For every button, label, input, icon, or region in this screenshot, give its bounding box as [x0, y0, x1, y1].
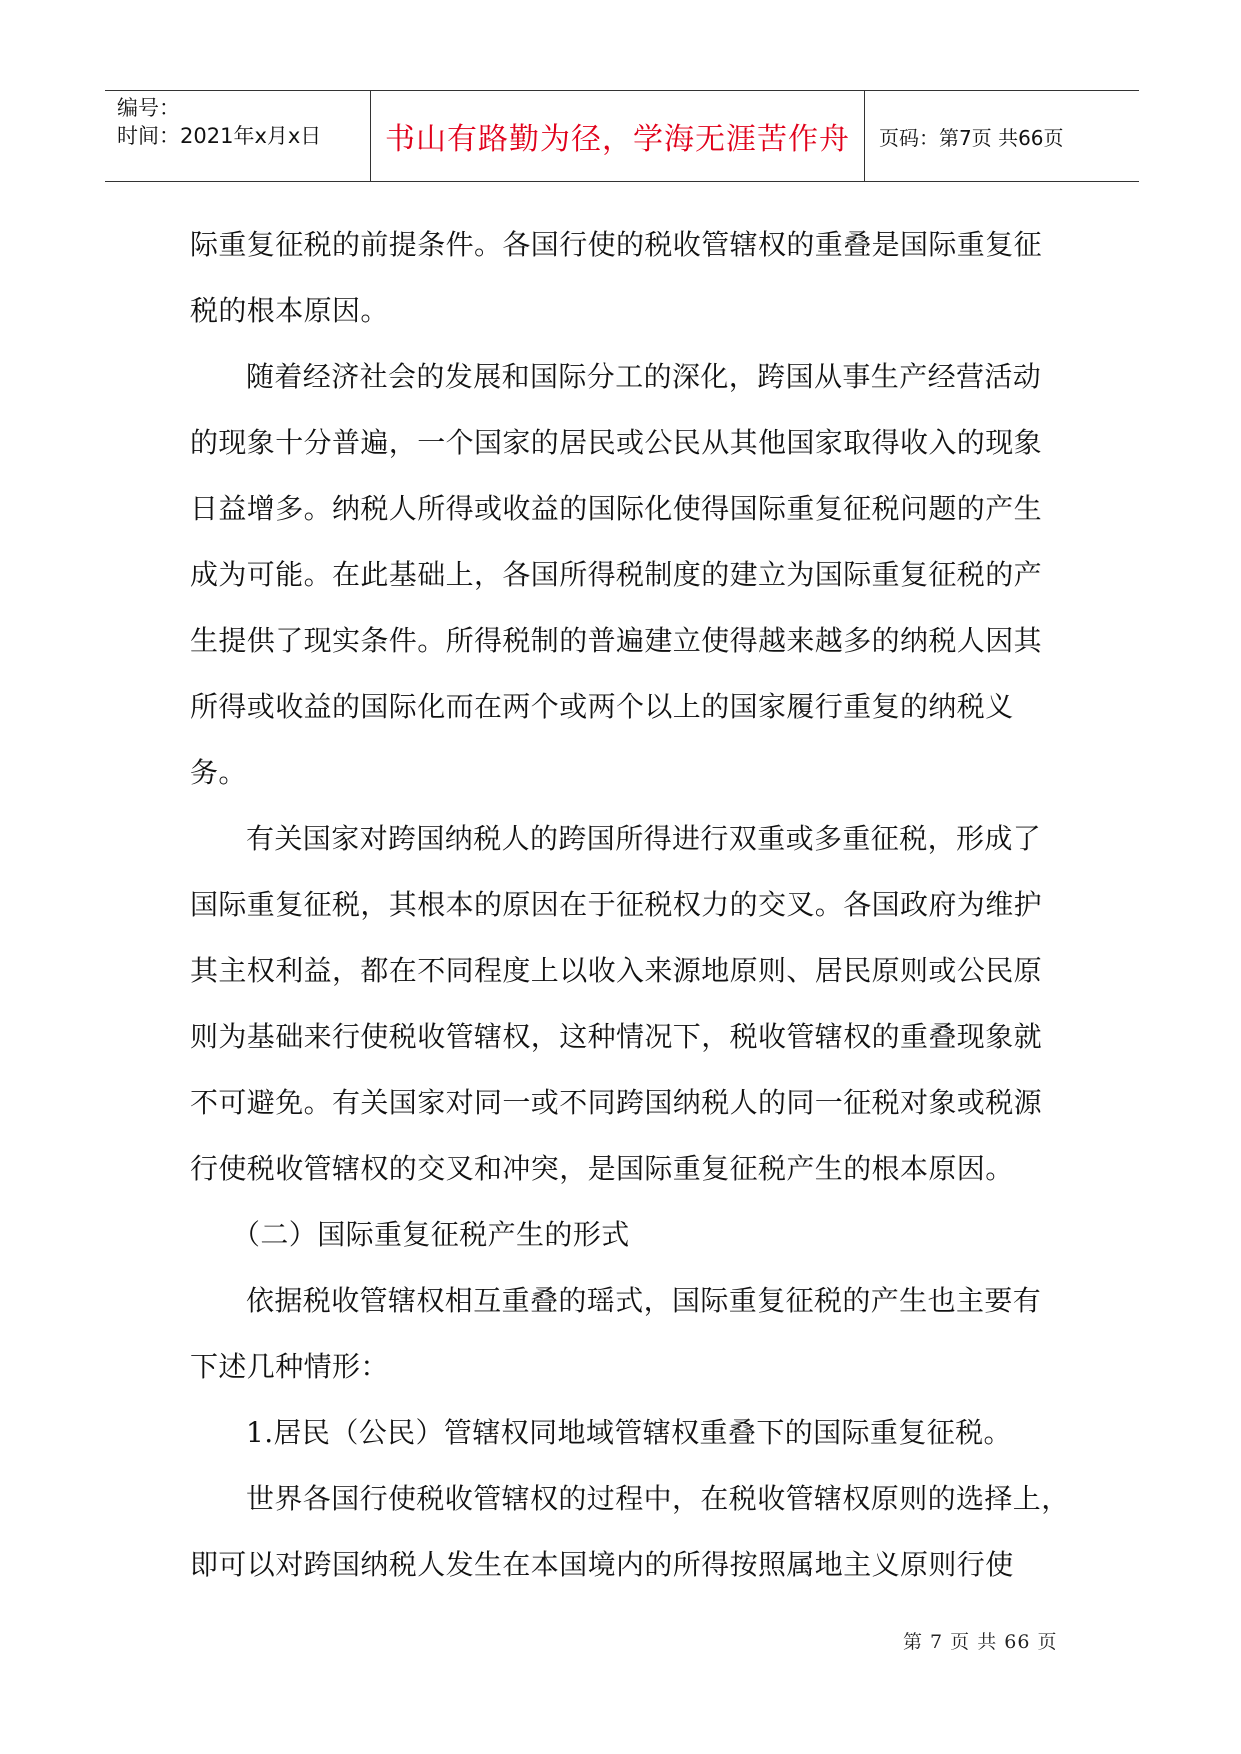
- paragraph: [190, 1466, 1070, 1598]
- text-line: 所得或收益的国际化而在两个或两个以上的国家履行重复的纳税义: [190, 690, 1014, 723]
- text-line: 生提供了现实条件。所得税制的普遍建立使得越来越多的纳税人因其: [190, 624, 1043, 657]
- text-line: 则为基础来行使税收管辖权，这种情况下，税收管辖权的重叠现象就: [190, 1020, 1043, 1053]
- text-line: 的现象十分普遍，一个国家的居民或公民从其他国家取得收入的现象: [190, 426, 1043, 459]
- text-line: 依据税收管辖权相互重叠的瑶式，国际重复征税的产生也主要有: [246, 1284, 1042, 1317]
- header-page-info: 页码：第7页 共66页: [879, 125, 1064, 150]
- text-line: 即可以对跨国纳税人发生在本国境内的所得按照属地主义原则行使: [190, 1548, 1014, 1581]
- paragraph: [190, 1400, 1062, 1466]
- document-header: [105, 90, 1139, 182]
- text-line: 务。: [190, 756, 247, 789]
- text-line: 其主权利益，都在不同程度上以收入来源地原则、居民原则或公民原: [190, 954, 1043, 987]
- header-meta-cell: [105, 91, 370, 181]
- text-line: （二）国际重复征税产生的形式: [232, 1218, 630, 1251]
- text-line: 随着经济社会的发展和国际分工的深化，跨国从事生产经营活动: [246, 360, 1042, 393]
- document-time-label: 时间：2021年x月x日: [117, 124, 322, 148]
- text-line: 下述几种情形：: [190, 1350, 389, 1383]
- paragraph: [190, 212, 1062, 344]
- section-heading: [190, 1202, 1062, 1268]
- document-body: [190, 212, 1070, 1598]
- header-motto: 书山有路勤为径，学海无涯苦作舟: [385, 122, 850, 157]
- text-line: 有关国家对跨国纳税人的跨国所得进行双重或多重征税，形成了: [246, 822, 1042, 855]
- paragraph: [190, 344, 1062, 806]
- text-line: 1.居民（公民）管辖权同地域管辖权重叠下的国际重复征税。: [246, 1416, 1012, 1449]
- text-line: 行使税收管辖权的交叉和冲突，是国际重复征税产生的根本原因。: [190, 1152, 1014, 1185]
- text-line: 世界各国行使税收管辖权的过程中，在税收管辖权原则的选择上，: [246, 1482, 1070, 1515]
- text-line: 成为可能。在此基础上，各国所得税制度的建立为国际重复征税的产: [190, 558, 1043, 591]
- text-line: 不可避免。有关国家对同一或不同跨国纳税人的同一征税对象或税源: [190, 1086, 1043, 1119]
- text-line: 际重复征税的前提条件。各国行使的税收管辖权的重叠是国际重复征: [190, 228, 1043, 261]
- paragraph: [190, 1268, 1062, 1400]
- header-motto-cell: [370, 91, 865, 181]
- paragraph: [190, 806, 1062, 1202]
- document-number-label: 编号：: [117, 96, 180, 120]
- text-line: 税的根本原因。: [190, 294, 389, 327]
- page-footer: 第 7 页 共 66 页: [903, 1631, 1058, 1653]
- header-page-cell: [865, 91, 1139, 181]
- text-line: 日益增多。纳税人所得或收益的国际化使得国际重复征税问题的产生: [190, 492, 1043, 525]
- text-line: 国际重复征税，其根本的原因在于征税权力的交叉。各国政府为维护: [190, 888, 1043, 921]
